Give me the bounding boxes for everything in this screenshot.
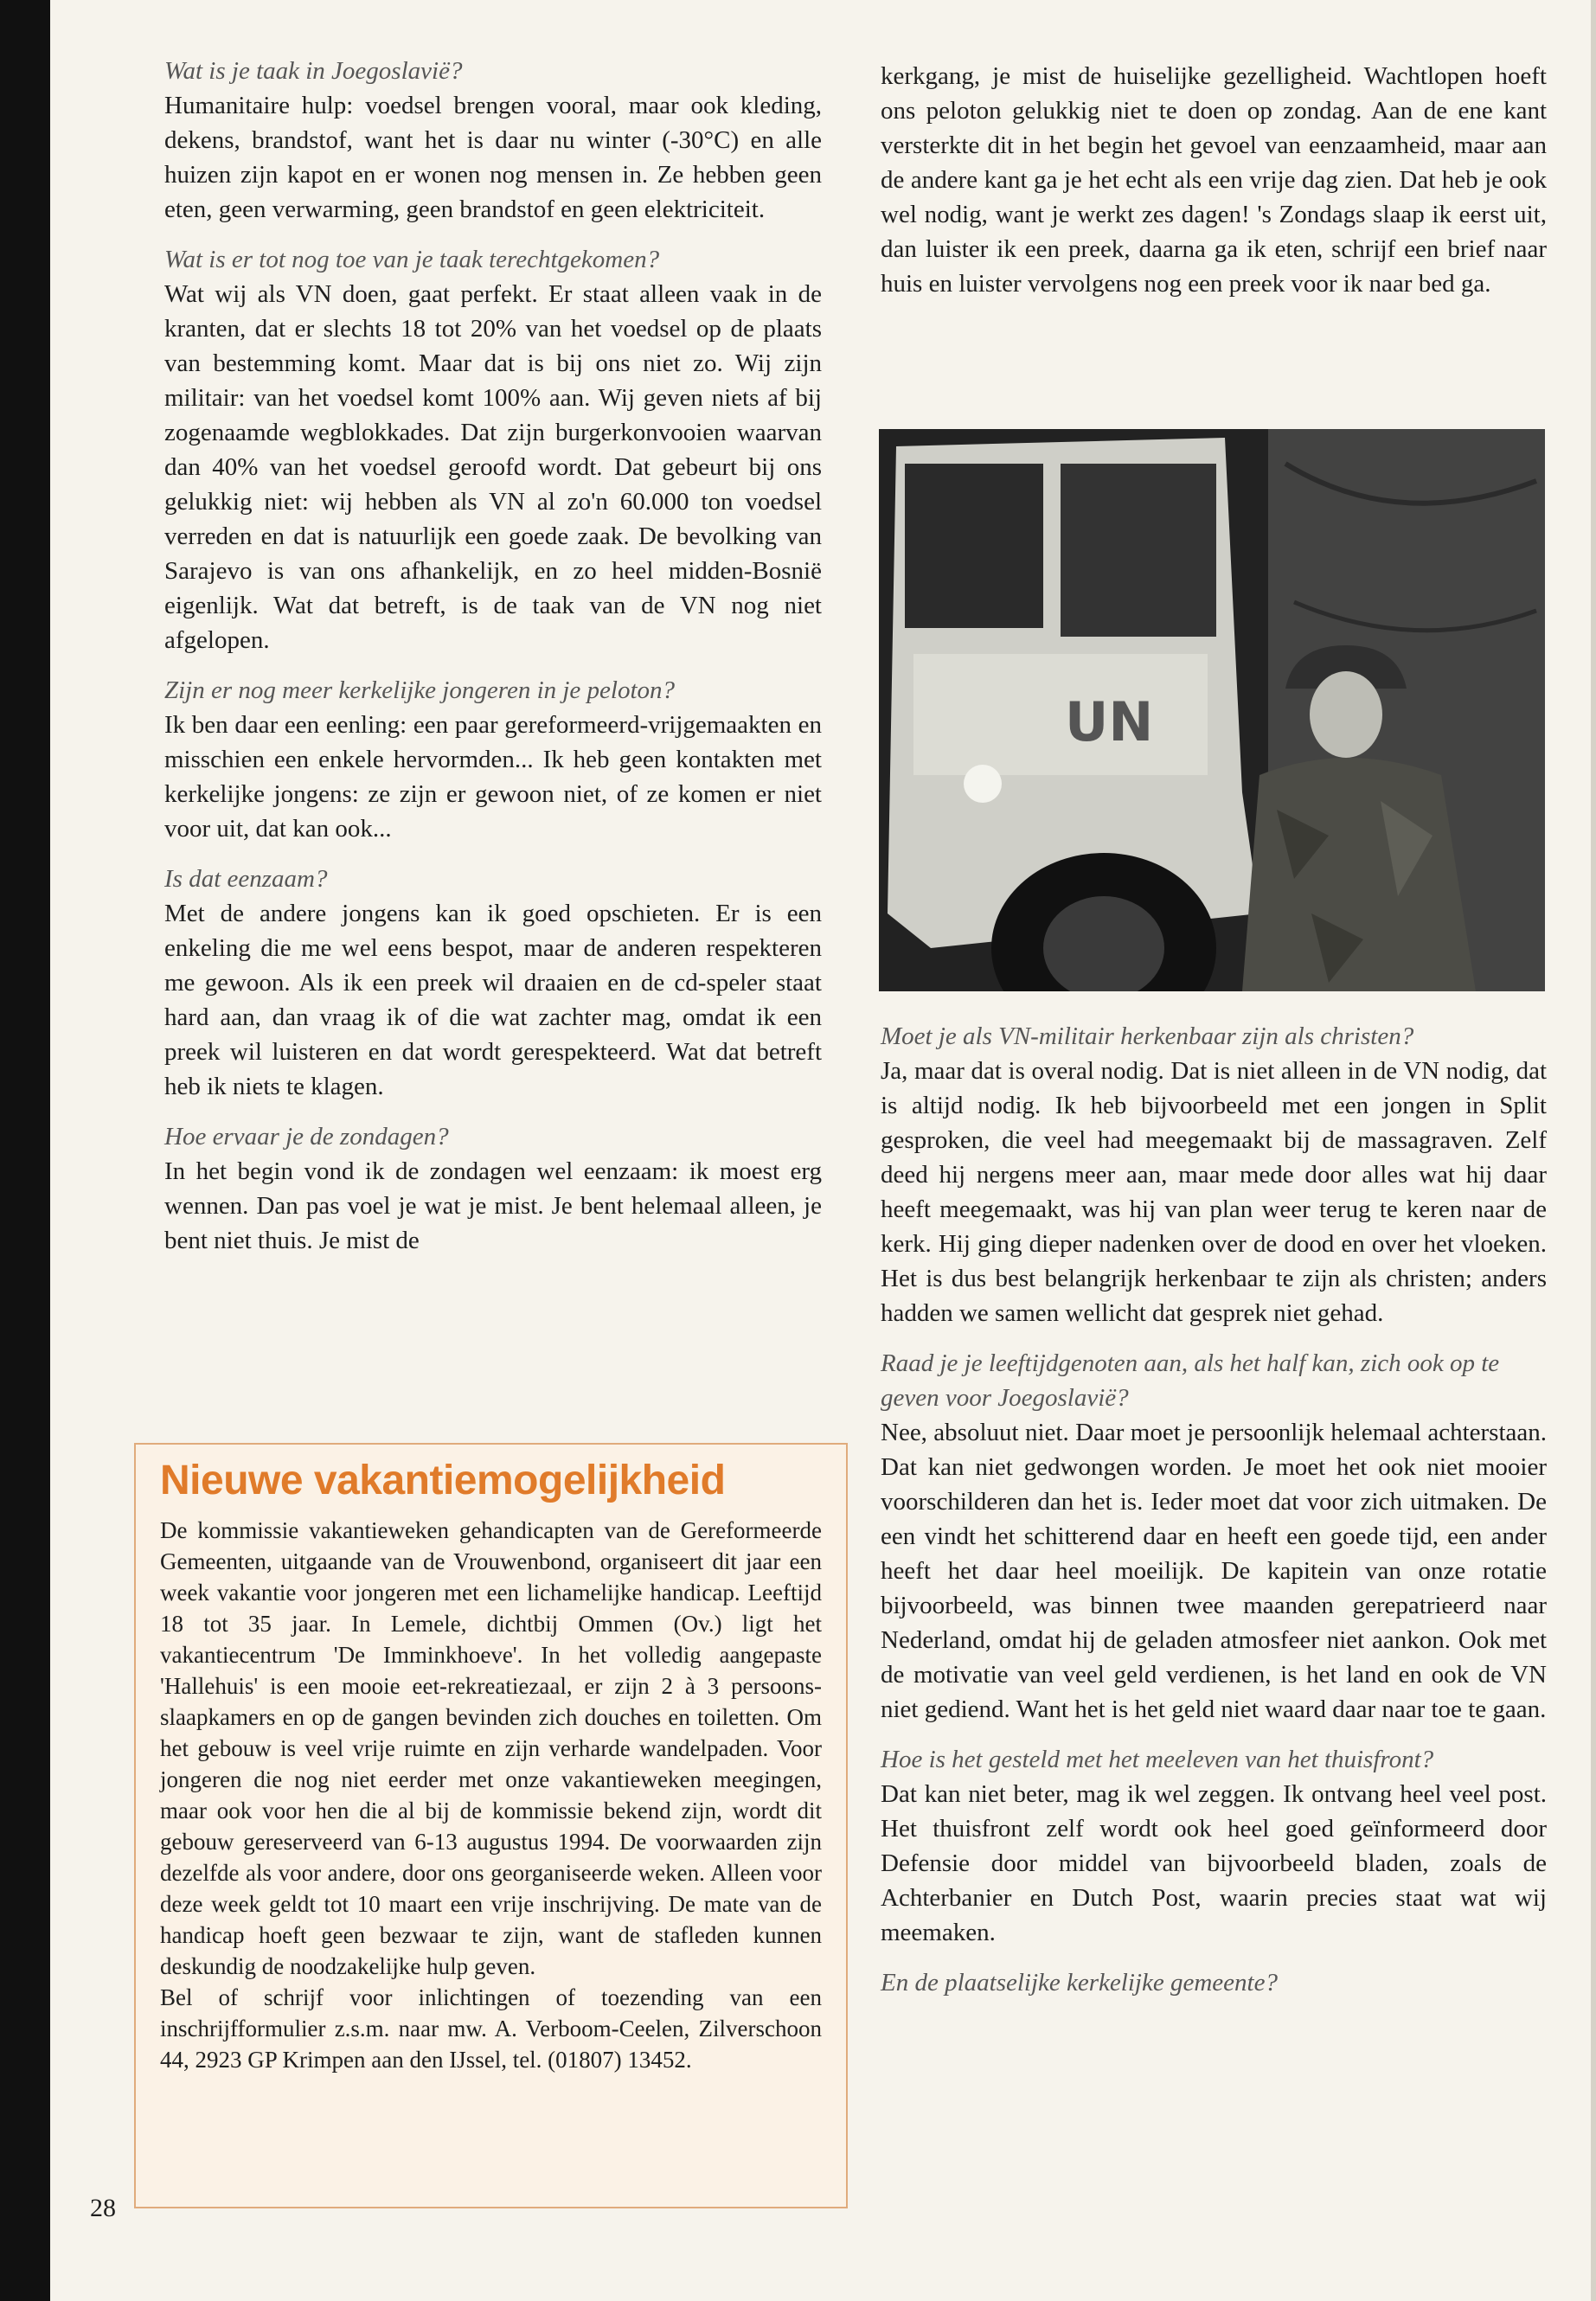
question: Moet je als VN-militair herkenbaar zijn als christen?: [881, 1022, 1414, 1050]
answer: Ik ben daar een eenling: een paar gereformeerd-vrijgemaakten en misschien een enkele hervormden... Ik heb geen kontakten met kerkelijke jongens: ze zijn er gewoon niet, of ze komen er niet voor uit, dat kan ook...: [164, 711, 822, 843]
answer-continued: kerkgang, je mist de huiselijke gezelligheid. Wachtlopen hoeft ons peloton gelukkig niet te doen op zondag. Aan de ene kant versterkte dit in het begin het gevoel van eenzaamheid, maar aan de andere kant ga je het echt als een vrije dag zien. Dat heb je ook wel nodig, want je werkt zes dagen! 's Zondags slaap ik eerst uit, dan luister ik een preek, daarna ga ik eten, schrijf een brief naar huis en luister vervolgens nog een preek voor ik naar bed ga.: [881, 62, 1547, 298]
page-number: 28: [90, 2194, 116, 2222]
right-column-top: [881, 59, 1547, 317]
answer: In het begin vond ik de zondagen wel eenzaam: ik moest erg wennen. Dan pas voel je wat je mist. Je bent helemaal alleen, je bent niet thuis. Je mist de: [164, 1157, 822, 1254]
question: Hoe is het gesteld met het meeleven van het thuisfront?: [881, 1746, 1434, 1773]
answer: Humanitaire hulp: voedsel brengen vooral, maar ook kleding, dekens, brandstof, want het is daar nu winter (-30°C) en alle huizen zijn kapot en er wonen nog mensen in. Ze hebben geen eten, geen verwarming, geen brandstof en geen elektriciteit.: [164, 92, 822, 223]
answer: Nee, absoluut niet. Daar moet je persoonlijk helemaal achterstaan. Dat kan niet gedwongen worden. Je moet het ook niet mooier voorschilderen dan het is. Ieder moet dat voor zich uitmaken. De een vindt het schitterend daar en heeft een goede tijd, een ander heeft het daar heel moeilijk. De kapitein van onze rotatie bijvoorbeeld, was binnen twee maanden gerepatrieerd naar Nederland, omdat hij de geladen atmosfeer niet aankon. Ook met de motivatie van veel geld verdienen, is het land en ook de VN niet gediend. Want het is het geld niet waard daar naar toe te gaan.: [881, 1419, 1547, 1723]
announcement-contact: Bel of schrijf voor inlichtingen of toezending van een inschrijfformulier z.s.m. naar mw. A. Verboom-Ceelen, Zilverschoon 44, 2923 GP Krimpen aan den IJssel, tel. (01807) 13452.: [160, 1984, 822, 2073]
announcement-text: De kommissie vakantieweken gehandicapten van de Gereformeerde Gemeenten, uitgaande van de Vrouwenbond, organiseert dit jaar een week vakantie voor jongeren met een lichamelijke handicap. Leeftijd 18 tot 35 jaar. In Lemele, dichtbij Ommen (Ov.) ligt het vakantiecentrum 'De Imminkhoeve'. In het volledig aangepaste 'Hallehuis' is een mooie eet-rekreatiezaal, er zijn 2 à 3 persoons-slaapkamers en op de gangen bevinden zich douches en toiletten. Om het gebouw is veel vrije ruimte en zijn verharde wandelpaden. Voor jongeren die nog niet eerder met onze vakantieweken meegingen, maar ook voor hen die al bij de kommissie bekend zijn, wordt dit gebouw gereserveerd van 6-13 augustus 1994. De voorwaarden zijn dezelfde als voor andere, door ons georganiseerde weken. Alleen voor deze week geldt tot 10 maart een vrije inschrijving. De mate van de handicap hoeft geen bezwaar te zijn, want de stafleden kunnen deskundig de noodzakelijke hulp geven.: [160, 1517, 822, 1979]
truck-un-text: UN: [1065, 690, 1154, 753]
scan-edge: [0, 0, 50, 2301]
question: Wat is je taak in Joegoslavië?: [164, 57, 463, 85]
page-edge: [1591, 0, 1596, 2301]
answer: Wat wij als VN doen, gaat perfekt. Er staat alleen vaak in de kranten, dat er slechts 18 tot 20% van het voedsel op de plaats van bestemming komt. Maar dat is bij ons niet zo. Wij zijn militair: van het voedsel komt 100% aan. Wij geven niets af bij zogenaamde wegblokkades. Dat zijn burgerkonvooien waarvan dan 40% van het voedsel geroofd wordt. Dat gebeurt bij ons gelukkig niet: wij hebben als VN al zo'n 60.000 ton voedsel verreden en dat is natuurlijk een goede zaak. De bevolking van Sarajevo is van ons afhankelijk, en zo heel midden-Bosnië eigenlijk. Wat dat betreft, is de taak van de VN nog niet afgelopen.: [164, 280, 822, 654]
question: Raad je je leeftijdgenoten aan, als het half kan, zich ook op te geven voor Joegoslavië?: [881, 1349, 1500, 1412]
answer: Met de andere jongens kan ik goed opschieten. Er is een enkeling die me wel eens bespot, maar de anderen respekteren me gewoon. Als ik een preek wil draaien en de cd-speler staat hard aan, dan vraag ik of die wat zachter mag, omdat ik een preek wil luisteren en dat wordt gerespekteerd. Wat dat betreft heb ik niets te klagen.: [164, 900, 822, 1100]
question: Hoe ervaar je de zondagen?: [164, 1123, 449, 1150]
question: Zijn er nog meer kerkelijke jongeren in je peloton?: [164, 676, 676, 704]
question: En de plaatselijke kerkelijke gemeente?: [881, 1969, 1278, 1997]
question: Is dat eenzaam?: [164, 865, 328, 893]
answer: Ja, maar dat is overal nodig. Dat is niet alleen in de VN nodig, dat is altijd nodig. Ik heb bijvoorbeeld met een jongen in Split gesproken, die veel had meegemaakt bij de massagraven. Zelf deed hij nergens meer aan, maar mede door alles wat hij daar heeft meegemaakt, was hij van plan weer terug te keren naar de kerk. Hij ging dieper nadenken over de dood en over het vloeken. Het is dus best belangrijk herkenbaar te zijn als christen; anders hadden we samen wellicht dat gesprek niet gehad.: [881, 1057, 1547, 1327]
question: Wat is er tot nog toe van je taak terechtgekomen?: [164, 246, 660, 273]
announcement-box: [134, 1443, 848, 2208]
right-column: [881, 1019, 1547, 2000]
photo-soldier-un-truck: [879, 429, 1545, 991]
answer: Dat kan niet beter, mag ik wel zeggen. Ik ontvang heel veel post. Het thuisfront zelf wordt ook heel goed geïnformeerd door Defensie door middel van bijvoorbeeld bladen, zoals de Achterbanier en Dutch Post, waarin precies staat wat wij meemaken.: [881, 1780, 1547, 1946]
photo-illustration: [879, 429, 1545, 991]
announcement-title: Nieuwe vakantiemogelijkheid: [160, 1458, 726, 1503]
left-column: [164, 54, 822, 1273]
